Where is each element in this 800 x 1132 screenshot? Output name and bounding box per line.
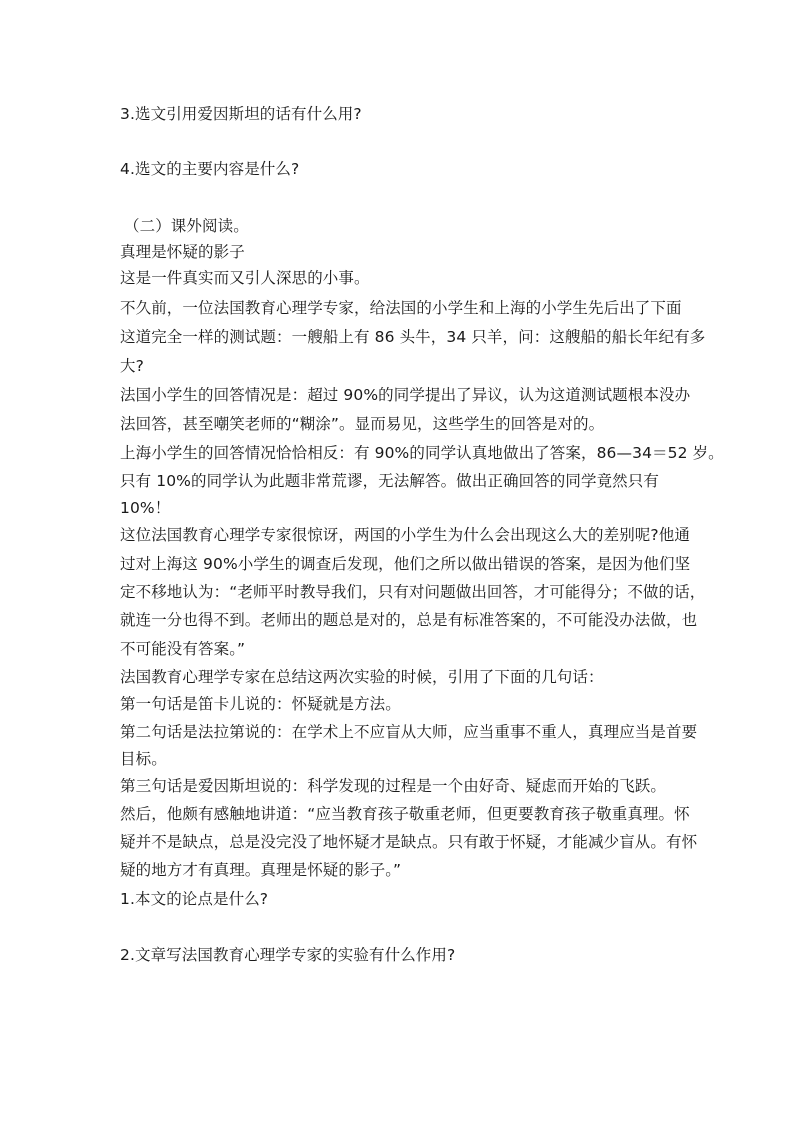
question-3: 3.选文引用爱因斯坦的话有什么用? [120,105,362,123]
body-line: 只有 10%的同学认为此题非常荒谬，无法解答。做出正确回答的同学竟然只有 [120,472,659,490]
body-line: 这道完全一样的测试题：一艘船上有 86 头牛，34 只羊，问：这艘船的船长年纪有多 [120,328,706,346]
body-line: 上海小学生的回答情况恰恰相反：有 90%的同学认真地做出了答案，86—34＝52 岁。 [120,444,724,462]
body-line: 不可能没有答案。” [120,640,246,658]
body-line: 目标。 [120,750,167,768]
body-line: 法回答，甚至嘲笑老师的“糊涂”。显而易见，这些学生的回答是对的。 [120,415,605,433]
body-line: 疑并不是缺点，总是没完没了地怀疑才是缺点。只有敢于怀疑，才能减少盲从。有怀 [120,833,698,851]
body-line: 定不移地认为：“老师平时教导我们，只有对问题做出回答，才可能得分；不做的话， [120,583,706,601]
body-line: 过对上海这 90%小学生的调查后发现，他们之所以做出错误的答案，是因为他们坚 [120,555,691,573]
body-line: 大? [120,357,144,375]
question-1: 1.本文的论点是什么? [120,890,269,908]
question-2: 2.文章写法国教育心理学专家的实验有什么作用? [120,946,456,964]
body-line: 第一句话是笛卡儿说的：怀疑就是方法。 [120,695,401,713]
body-line: 第二句话是法拉第说的：在学术上不应盲从大师，应当重事不重人，真理应当是首要 [120,723,698,741]
body-line: 这是一件真实而又引人深思的小事。 [120,269,370,287]
section-heading: （二）课外阅读。 [124,217,249,235]
body-line: 法国小学生的回答情况是：超过 90%的同学提出了异议，认为这道测试题根本没办 [120,386,691,404]
body-line: 这位法国教育心理学专家很惊讶，两国的小学生为什么会出现这么大的差别呢?他通 [120,526,690,544]
body-line: 不久前，一位法国教育心理学专家，给法国的小学生和上海的小学生先后出了下面 [120,299,682,317]
body-line: 疑的地方才有真理。真理是怀疑的影子。” [120,861,402,879]
question-4: 4.选文的主要内容是什么? [120,160,300,178]
body-line: 第三句话是爱因斯坦说的：科学发现的过程是一个由好奇、疑虑而开始的飞跃。 [120,777,667,795]
body-line: 就连一分也得不到。老师出的题总是对的，总是有标准答案的，不可能没办法做，也 [120,611,698,629]
body-line: 法国教育心理学专家在总结这两次实验的时候，引用了下面的几句话： [120,668,604,686]
body-line: 10%！ [120,499,171,517]
article-title: 真理是怀疑的影子 [120,243,245,261]
body-line: 然后，他颇有感触地讲道：“应当教育孩子敬重老师，但更要教育孩子敬重真理。怀 [120,805,690,823]
